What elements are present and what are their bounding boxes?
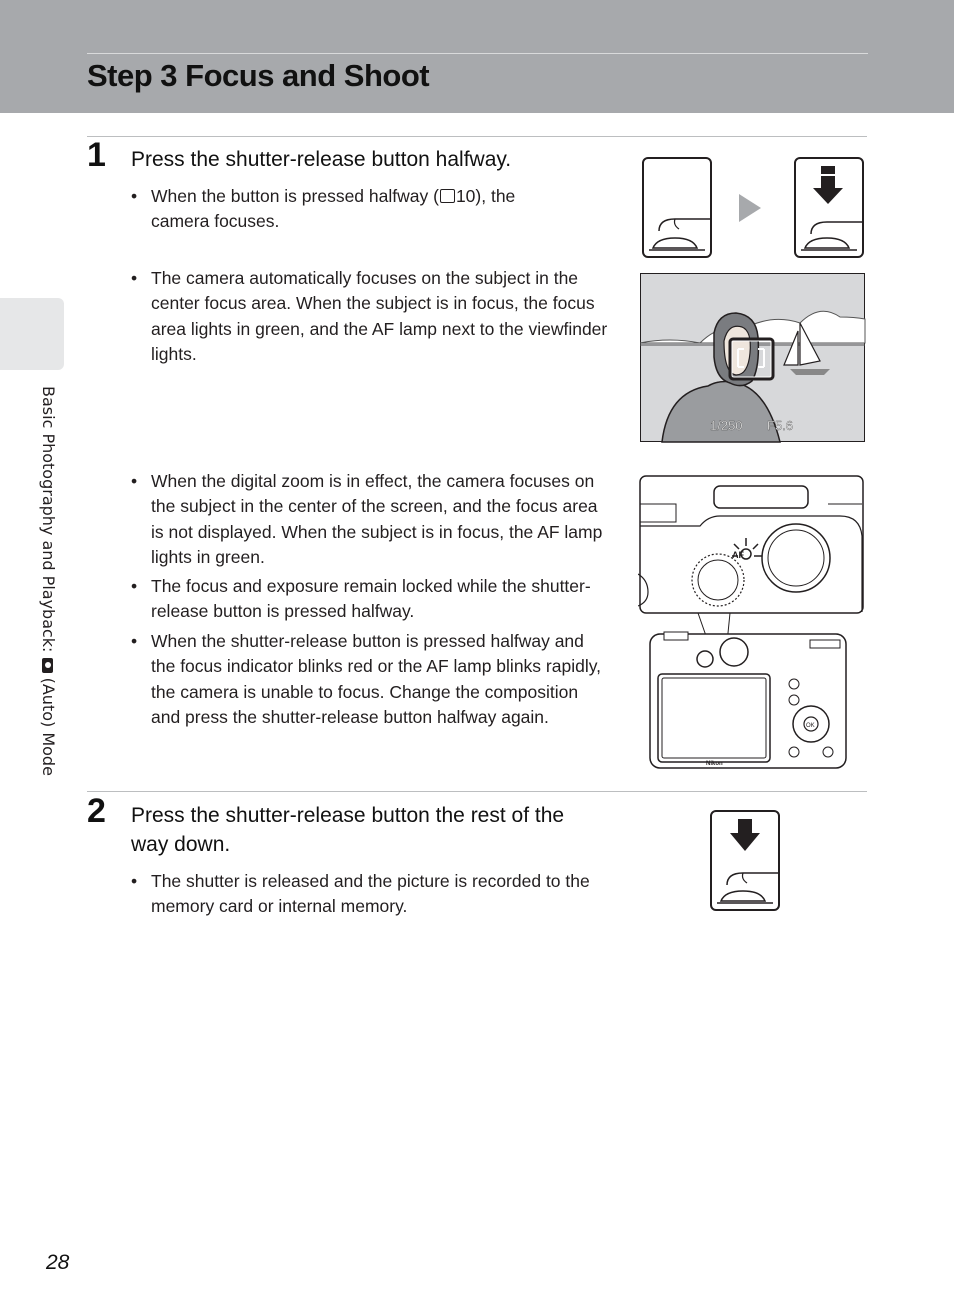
arrow-right-icon bbox=[739, 194, 761, 222]
brand-logo: Nikon bbox=[706, 761, 723, 767]
half-press-illustration bbox=[641, 156, 866, 260]
lcd-shutter-speed: 1/250 bbox=[710, 418, 743, 433]
step1-heading: Press the shutter-release button halfway. bbox=[131, 148, 512, 171]
af-lamp-label: AF bbox=[732, 550, 744, 560]
step1-bullet-4: • The focus and exposure remain locked while the shutter-release button is pressed halfway. bbox=[131, 576, 591, 622]
step1-number: 1 bbox=[87, 136, 106, 174]
page-header bbox=[0, 0, 954, 113]
chapter-tab bbox=[0, 298, 64, 370]
chapter-label-suffix: (Auto) Mode bbox=[39, 672, 58, 776]
page-number: 28 bbox=[46, 1251, 70, 1274]
full-press-illustration bbox=[709, 809, 783, 913]
step1-bullet-3: • When the digital zoom is in effect, the camera focuses on the subject in the center of the screen, and the focus area is not displayed. When the subject is in focus, the AF lamp lights in green. bbox=[131, 471, 603, 568]
book-reference-icon bbox=[440, 189, 455, 203]
lcd-aperture: F5.6 bbox=[767, 418, 794, 433]
svg-text:OK: OK bbox=[806, 723, 815, 729]
step1-rule bbox=[87, 136, 867, 137]
chapter-label bbox=[37, 386, 59, 806]
camera-back-illustration bbox=[638, 474, 866, 771]
page-title: Step 3 Focus and Shoot bbox=[87, 58, 430, 93]
step2-bullet-1: • The shutter is released and the picture is recorded to the memory card or internal memory. bbox=[131, 871, 590, 917]
step1-bullet-2: • The camera automatically focuses on the subject in the center focus area. When the subject is in focus, the focus area lights in green, and the AF lamp next to the viewfinder lights. bbox=[131, 268, 608, 365]
step1-bullet-1: • When the button is pressed halfway ( 10), the camera focuses. bbox=[131, 186, 516, 232]
camera-icon bbox=[42, 658, 53, 673]
step1-bullet-5: • When the shutter-release button is pressed halfway and the focus indicator blinks red or the AF lamp blinks rapidly, the camera is unable to focus. Change the composition and press the shutter-release button halfway again. bbox=[131, 631, 602, 728]
header-rule bbox=[87, 53, 868, 54]
chapter-label-prefix: Basic Photography and Playback: bbox=[39, 386, 58, 658]
step2-rule bbox=[87, 791, 867, 792]
step2-number: 2 bbox=[87, 792, 106, 830]
lcd-scene-illustration bbox=[640, 273, 866, 443]
step2-heading: Press the shutter-release button the rest of the way down. bbox=[131, 804, 565, 856]
